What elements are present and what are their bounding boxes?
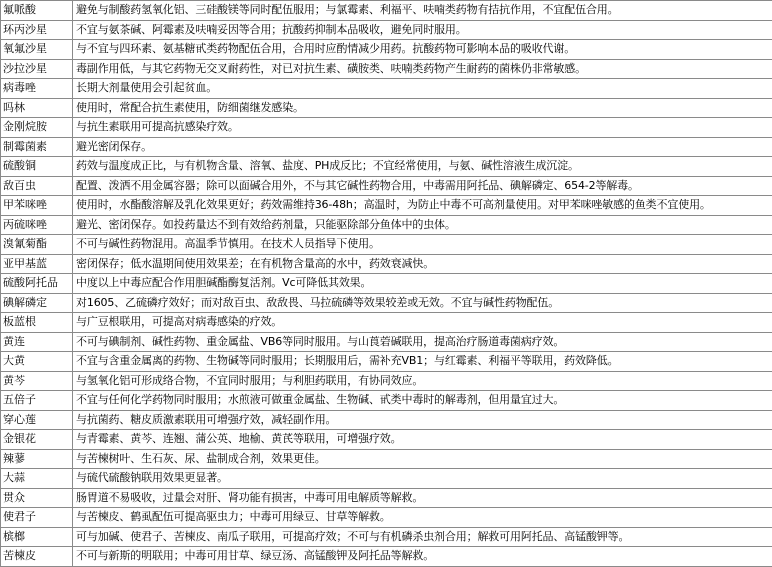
drug-note-cell[interactable]: 避光密闭保存。 <box>73 137 772 157</box>
drug-note-cell[interactable]: 长期大剂量使用会引起贫血。 <box>73 79 772 99</box>
drug-name-cell[interactable]: 沙拉沙星 <box>1 59 73 79</box>
table-row <box>1 430 772 450</box>
table-row <box>1 1 772 21</box>
drug-name-cell[interactable]: 黄连 <box>1 332 73 352</box>
table-row <box>1 40 772 60</box>
table-row <box>1 352 772 372</box>
drug-note-cell[interactable]: 不可与碱性药物混用。高温季节慎用。在技术人员指导下使用。 <box>73 235 772 255</box>
drug-note-cell[interactable]: 不宜与任何化学药物同时服用；水煎液可做重金属盐、生物碱、甙类中毒时的解毒剂，但用量宜过大。 <box>73 391 772 411</box>
drug-note-cell[interactable]: 与广豆根联用，可提高对病毒感染的疗效。 <box>73 313 772 333</box>
drug-name-cell[interactable]: 环丙沙星 <box>1 20 73 40</box>
table-row <box>1 547 772 567</box>
drug-note-cell[interactable]: 使用时，常配合抗生素使用，防细菌继发感染。 <box>73 98 772 118</box>
drug-name-cell[interactable]: 板蓝根 <box>1 313 73 333</box>
drug-note-cell[interactable]: 使用时，水酯酸溶解及乳化效果更好；药效需维持36-48h；高温时，为防止中毒不可高剂量使用。对甲苯咪唑敏感的鱼类不宜使用。 <box>73 196 772 216</box>
table-row <box>1 20 772 40</box>
table-row <box>1 410 772 430</box>
drug-name-cell[interactable]: 黄芩 <box>1 371 73 391</box>
table-row <box>1 254 772 274</box>
drug-name-cell[interactable]: 病毒唑 <box>1 79 73 99</box>
drug-note-cell[interactable]: 中度以上中毒应配合作用胆碱酯酶复活剂。Vc可降低其效果。 <box>73 274 772 294</box>
table-row <box>1 137 772 157</box>
drug-name-cell[interactable]: 亚甲基蓝 <box>1 254 73 274</box>
drug-note-cell[interactable]: 不可与碘制剂、碱性药物、重金属盐、VB6等同时服用。与山莨菪碱联用，提高治疗肠道毒菌病疗效。 <box>73 332 772 352</box>
table-row <box>1 196 772 216</box>
drug-name-cell[interactable]: 丙硫咪唑 <box>1 215 73 235</box>
table-row <box>1 371 772 391</box>
drug-name-cell[interactable]: 贯众 <box>1 488 73 508</box>
table-row <box>1 176 772 196</box>
drug-name-cell[interactable]: 敌百虫 <box>1 176 73 196</box>
drug-name-cell[interactable]: 使君子 <box>1 508 73 528</box>
drug-note-cell[interactable]: 与苦楝皮、鹤虱配伍可提高驱虫力；中毒可用绿豆、甘草等解救。 <box>73 508 772 528</box>
table-row <box>1 59 772 79</box>
drug-name-cell[interactable]: 五倍子 <box>1 391 73 411</box>
drug-note-cell[interactable]: 与苦楝树叶、生石灰、尿、盐制成合剂，效果更佳。 <box>73 449 772 469</box>
drug-name-cell[interactable]: 甲苯咪唑 <box>1 196 73 216</box>
table-row <box>1 98 772 118</box>
drug-name-cell[interactable]: 氧氟沙星 <box>1 40 73 60</box>
drug-note-cell[interactable]: 与抗菌药、糖皮质激素联用可增强疗效，减轻副作用。 <box>73 410 772 430</box>
drug-name-cell[interactable]: 大黄 <box>1 352 73 372</box>
table-row <box>1 157 772 177</box>
drug-name-cell[interactable]: 制霉菌素 <box>1 137 73 157</box>
table-row <box>1 118 772 138</box>
drug-name-cell[interactable]: 大蒜 <box>1 469 73 489</box>
drug-note-cell[interactable]: 配置、泼洒不用金属容器；除可以面碱合用外，不与其它碱性药物合用，中毒需用阿托品、碘解磷定、654-2等解毒。 <box>73 176 772 196</box>
table-row <box>1 449 772 469</box>
drug-note-cell[interactable]: 避光、密闭保存。如投药量达不到有效给药剂量，只能驱除部分鱼体中的虫体。 <box>73 215 772 235</box>
table-row <box>1 313 772 333</box>
table-row <box>1 274 772 294</box>
drug-note-cell[interactable]: 避免与制酸药氢氧化铝、三硅酸镁等同时配伍服用；与氯霉素、利福平、呋喃类药物有拮抗作用，不宜配伍合用。 <box>73 1 772 21</box>
table-row <box>1 79 772 99</box>
drug-note-cell[interactable]: 不宜与含重金属离的药物、生物碱等同时服用；长期服用后，需补充VB1；与红霉素、利福平等联用，药效降低。 <box>73 352 772 372</box>
drug-note-cell[interactable]: 与不宜与四环素、氨基糖甙类药物配伍合用，合用时应酌情减少用药。抗酸药物可影响本品的吸收代谢。 <box>73 40 772 60</box>
drug-note-cell[interactable]: 与硫代硫酸钠联用效果更显著。 <box>73 469 772 489</box>
drug-note-cell[interactable]: 密闭保存；低水温期间使用效果差；在有机物含量高的水中，药效衰减快。 <box>73 254 772 274</box>
drug-name-cell[interactable]: 溴氰菊酯 <box>1 235 73 255</box>
drug-note-cell[interactable]: 与抗生素联用可提高抗感染疗效。 <box>73 118 772 138</box>
drug-note-cell[interactable]: 对1605、乙硫磷疗效好；而对敌百虫、敌敌畏、马拉硫磷等效果较差或无效。不宜与碱性药物配伍。 <box>73 293 772 313</box>
drug-note-cell[interactable]: 毒副作用低，与其它药物无交叉耐药性，对已对抗生素、磺胺类、呋喃类药物产生耐药的菌株仍非常敏感。 <box>73 59 772 79</box>
table-row <box>1 293 772 313</box>
drug-note-cell[interactable]: 肠胃道不易吸收，过量会对肝、肾功能有损害，中毒可用电解质等解救。 <box>73 488 772 508</box>
drug-note-cell[interactable]: 不可与新斯的明联用；中毒可用甘草、绿豆汤、高锰酸钾及阿托品等解救。 <box>73 547 772 567</box>
table-row <box>1 508 772 528</box>
drug-name-cell[interactable]: 金刚烷胺 <box>1 118 73 138</box>
drug-name-cell[interactable]: 苦楝皮 <box>1 547 73 567</box>
table-row <box>1 488 772 508</box>
drug-note-cell[interactable]: 不宜与氨茶碱、阿霉素及呋喃妥因等合用；抗酸药抑制本品吸收，避免同时服用。 <box>73 20 772 40</box>
drug-note-cell[interactable]: 与氢氧化铝可形成络合物，不宜同时服用；与利胆药联用，有协同效应。 <box>73 371 772 391</box>
drug-name-cell[interactable]: 辣蓼 <box>1 449 73 469</box>
drug-note-cell[interactable]: 与青霉素、黄芩、连翘、蒲公英、地榆、黄芪等联用，可增强疗效。 <box>73 430 772 450</box>
table-row <box>1 469 772 489</box>
table-row <box>1 235 772 255</box>
drug-name-cell[interactable]: 碘解磷定 <box>1 293 73 313</box>
drug-note-cell[interactable]: 可与加碱、使君子、苦楝皮、南瓜子联用，可提高疗效；不可与有机磷杀虫剂合用；解救可用阿托品、高锰酸钾等。 <box>73 527 772 547</box>
drug-name-cell[interactable]: 硫酸阿托品 <box>1 274 73 294</box>
drug-note-cell[interactable]: 药效与温度成正比，与有机物含量、溶氧、盐度、PH成反比；不宜经常使用，与氨、碱性溶液生成沉淀。 <box>73 157 772 177</box>
drug-name-cell[interactable]: 吗林 <box>1 98 73 118</box>
drug-name-cell[interactable]: 金银花 <box>1 430 73 450</box>
drug-name-cell[interactable]: 硫酸铜 <box>1 157 73 177</box>
table-row <box>1 527 772 547</box>
table-row <box>1 215 772 235</box>
table-row <box>1 391 772 411</box>
drug-table-body <box>1 1 772 567</box>
drug-name-cell[interactable]: 穿心莲 <box>1 410 73 430</box>
drug-name-cell[interactable]: 氟哌酸 <box>1 1 73 21</box>
drug-name-cell[interactable]: 槟榔 <box>1 527 73 547</box>
table-row <box>1 332 772 352</box>
